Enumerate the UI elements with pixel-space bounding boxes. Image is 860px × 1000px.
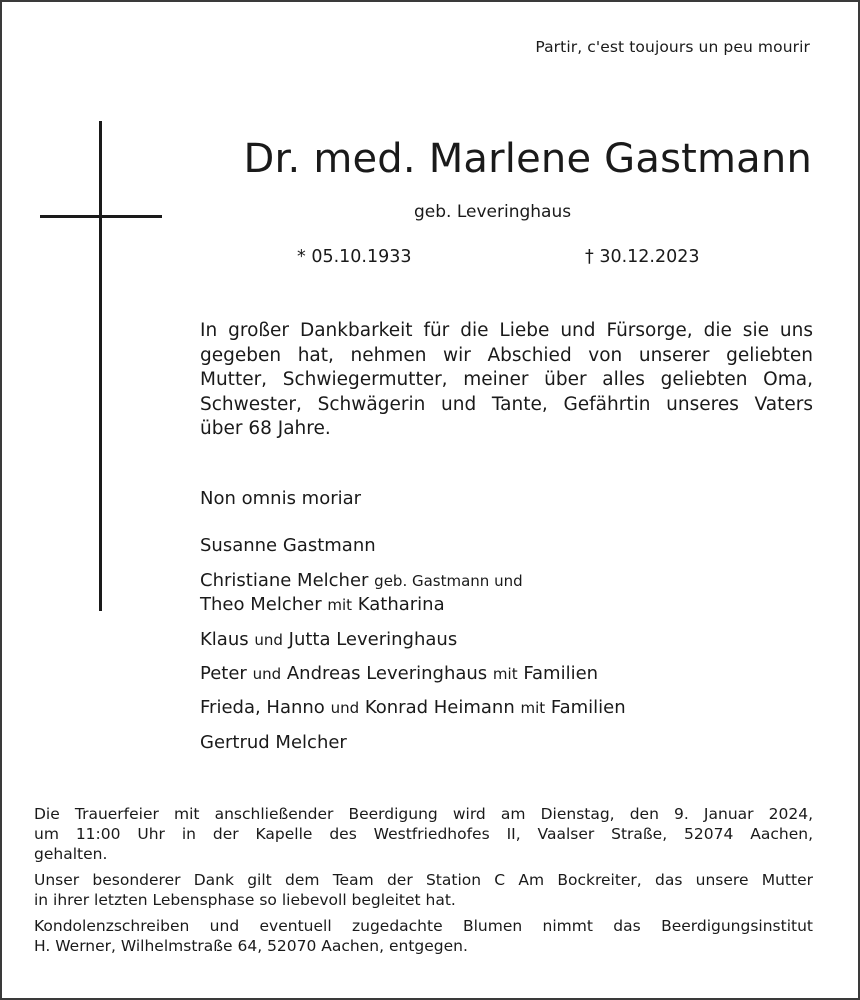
condolence-notice xyxy=(34,916,813,956)
mourner-connector: mit xyxy=(492,665,518,683)
tribute-line: In großer Dankbarkeit für die Liebe und Fürsorge, die sie uns xyxy=(200,320,813,341)
mourner-name: Frieda, Hanno xyxy=(200,697,325,718)
footer-line: Unser besonderer Dank gilt dem Team der Station C Am Bockreiter, das unsere Mutter xyxy=(34,871,813,889)
tribute-line: Mutter, Schwiegermutter, meiner über alles geliebten Oma, xyxy=(200,369,813,390)
mourner-line xyxy=(200,594,445,615)
thanks-notice xyxy=(34,870,813,910)
mourner-connector: und xyxy=(330,699,360,717)
footer-notes xyxy=(34,804,813,962)
mourner-line xyxy=(200,535,376,556)
mourner-line xyxy=(200,663,598,684)
tribute-line: gegeben hat, nehmen wir Abschied von unserer geliebten xyxy=(200,344,813,366)
birth-date: * 05.10.1933 xyxy=(297,247,412,267)
latin-phrase: Non omnis moriar xyxy=(200,488,362,509)
mourner-name: Theo Melcher xyxy=(200,594,322,615)
mourner-name: Konrad Heimann xyxy=(364,697,515,718)
cross-horizontal-bar xyxy=(40,215,162,218)
mourner-name: Peter xyxy=(200,663,247,684)
born-name: geb. Leveringhaus xyxy=(414,202,572,222)
footer-line: in ihrer letzten Lebensphase so liebevoll begleitet hat. xyxy=(34,891,456,909)
tribute-line: über 68 Jahre. xyxy=(200,418,331,439)
motto: Partir, c'est toujours un peu mourir xyxy=(535,38,810,56)
mourner-note: geb. Gastmann und xyxy=(374,572,523,590)
mourner-line xyxy=(200,629,457,650)
mourner-name: Susanne Gastmann xyxy=(200,535,376,556)
mourner-connector: und xyxy=(252,665,282,683)
mourner-name: Jutta Leveringhaus xyxy=(288,629,458,650)
footer-line: Kondolenzschreiben und eventuell zugedachte Blumen nimmt das Beerdigungsinstitut xyxy=(34,917,813,935)
cross-vertical-bar xyxy=(99,121,102,611)
service-notice xyxy=(34,804,813,864)
mourner-connector: mit xyxy=(520,699,546,717)
tribute-line: Schwester, Schwägerin und Tante, Gefährtin unseres Vaters xyxy=(200,393,813,415)
mourner-name: Gertrud Melcher xyxy=(200,732,347,753)
mourner-line xyxy=(200,697,626,718)
deceased-name: Dr. med. Marlene Gastmann xyxy=(243,136,812,182)
mourner-name: Klaus xyxy=(200,629,249,650)
footer-line: um 11:00 Uhr in der Kapelle des Westfriedhofes II, Vaalser Straße, 52074 Aachen, xyxy=(34,825,813,843)
mourner-line xyxy=(200,732,347,753)
footer-line: Die Trauerfeier mit anschließender Beerdigung wird am Dienstag, den 9. Januar 2024, xyxy=(34,805,813,823)
mourner-name: Andreas Leveringhaus xyxy=(286,663,488,684)
mourner-name: Familien xyxy=(523,663,599,684)
mourner-line xyxy=(200,570,523,591)
mourner-name: Katharina xyxy=(357,594,445,615)
mourner-name: Familien xyxy=(550,697,626,718)
mourner-connector: mit xyxy=(327,596,353,614)
footer-line: gehalten. xyxy=(34,845,108,863)
death-date: † 30.12.2023 xyxy=(585,247,700,267)
mourner-name: Christiane Melcher xyxy=(200,570,369,591)
mourner-connector: und xyxy=(254,631,283,649)
footer-line: H. Werner, Wilhelmstraße 64, 52070 Aachen, entgegen. xyxy=(34,937,468,955)
tribute-text xyxy=(200,319,813,442)
